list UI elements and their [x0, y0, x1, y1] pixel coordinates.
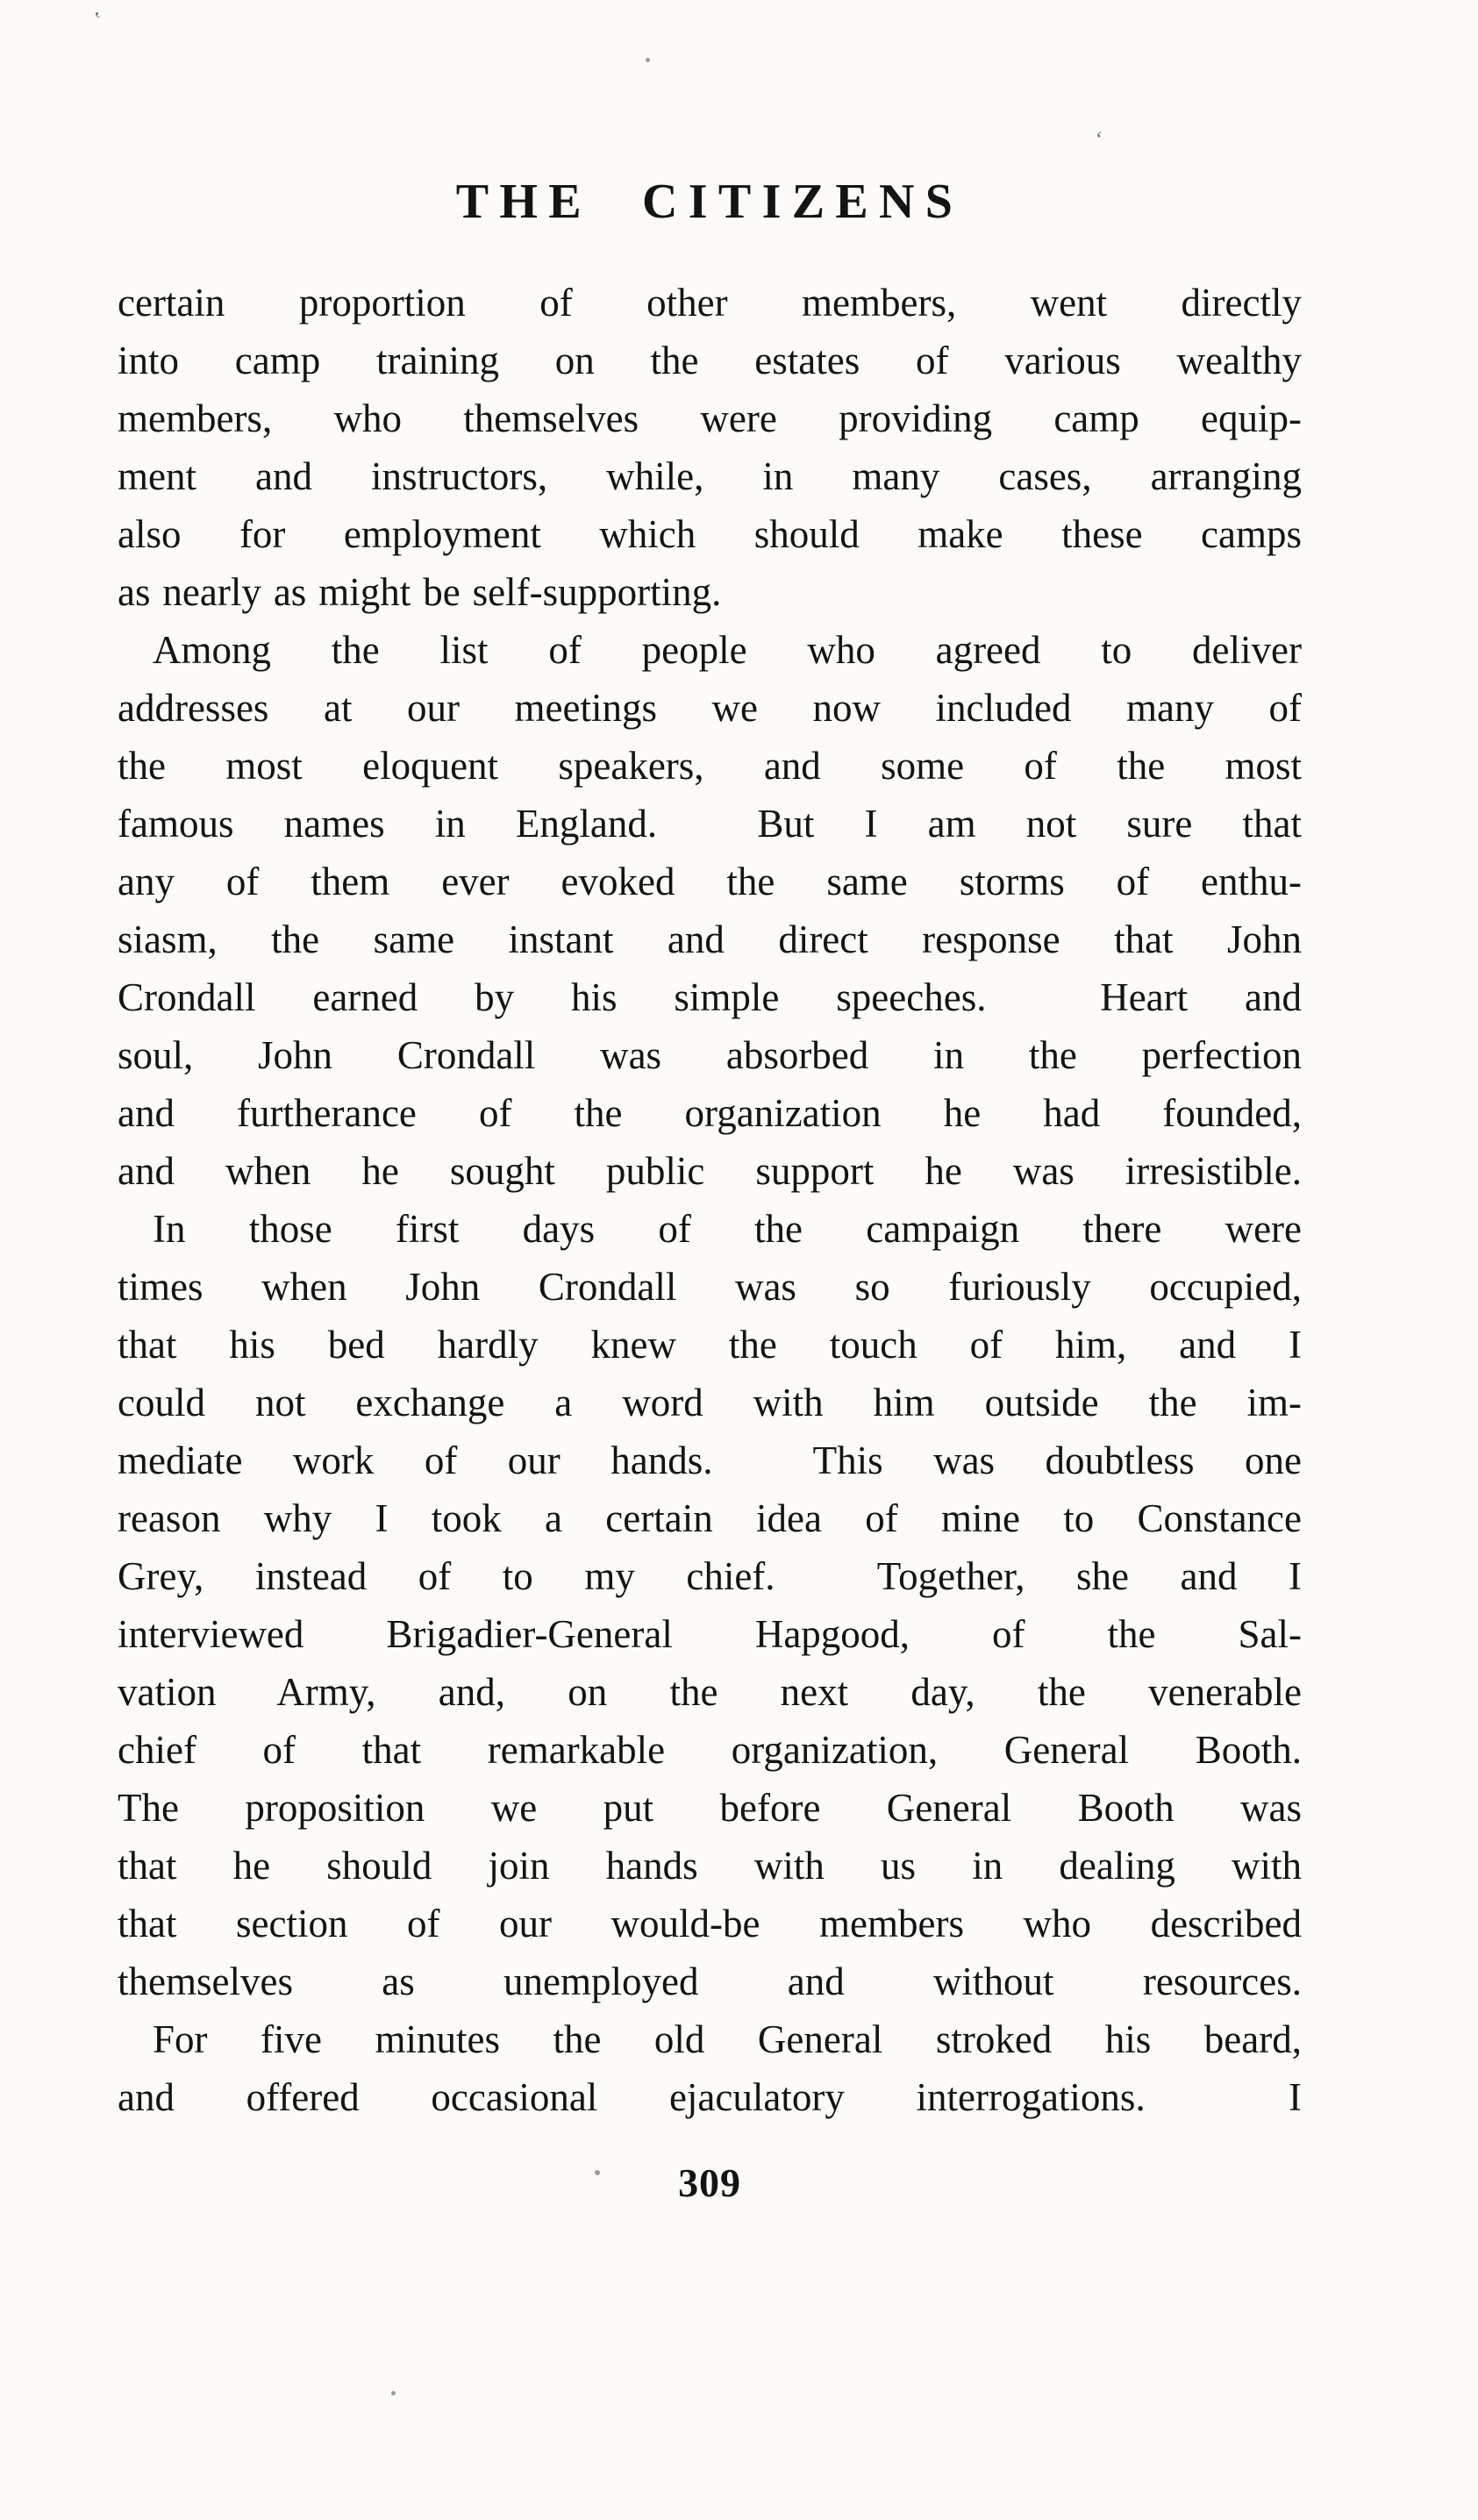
text-line: the most eloquent speakers, and some of the most — [118, 744, 1302, 788]
text-line: reason why I took a certain idea of mine to Constance — [118, 1496, 1302, 1540]
paragraph — [118, 274, 1302, 621]
text-line: mediate work of our hands. This was doubtless one — [118, 1438, 1302, 1482]
text-line: also for employment which should make these camps — [118, 512, 1302, 556]
text-line: and offered occasional ejaculatory interrogations. I — [118, 2075, 1302, 2119]
paragraph — [118, 2010, 1302, 2126]
text-line: Crondall earned by his simple speeches. Heart and — [118, 975, 1302, 1019]
text-line: and furtherance of the organization he had founded, — [118, 1091, 1302, 1135]
text-line: addresses at our meetings we now included many of — [118, 686, 1302, 730]
text-line: Among the list of people who agreed to deliver — [153, 628, 1302, 672]
running-header-title: THE CITIZENS — [455, 175, 964, 229]
text-line: themselves as unemployed and without resources. — [118, 1960, 1302, 2003]
scan-artifact-speck — [646, 58, 650, 62]
text-line: that he should join hands with us in dealing with — [118, 1844, 1302, 1888]
text-line: that section of our would-be members who described — [118, 1902, 1302, 1945]
text-line: times when John Crondall was so furiously occupied, — [118, 1265, 1302, 1309]
paragraph — [118, 1200, 1302, 2010]
text-line: as nearly as might be self-supporting. — [118, 570, 722, 614]
text-line: and when he sought public support he was irresistible. — [118, 1149, 1302, 1193]
text-line: Grey, instead of to my chief. Together, she and I — [118, 1554, 1302, 1598]
paragraph — [118, 621, 1302, 1200]
text-line: famous names in England. But I am not sure that — [118, 802, 1302, 846]
text-line: The proposition we put before General Booth was — [118, 1786, 1302, 1830]
text-line: siasm, the same instant and direct response that John — [118, 917, 1302, 961]
text-line: vation Army, and, on the next day, the venerable — [118, 1670, 1302, 1714]
text-line: chief of that remarkable organization, General Booth. — [118, 1728, 1302, 1772]
text-line: soul, John Crondall was absorbed in the perfection — [118, 1033, 1302, 1077]
scan-artifact-speck — [391, 2391, 396, 2395]
text-line: interviewed Brigadier-General Hapgood, of the Sal- — [118, 1612, 1302, 1656]
text-line: In those first days of the campaign there were — [153, 1207, 1302, 1251]
text-line: any of them ever evoked the same storms of enthu- — [118, 860, 1302, 903]
text-line: could not exchange a word with him outside the im- — [118, 1381, 1302, 1424]
text-line: For five minutes the old General stroked his beard, — [153, 2017, 1302, 2061]
text-line: members, who themselves were providing camp equip- — [118, 396, 1302, 440]
text-line: into camp training on the estates of various wealthy — [118, 339, 1302, 382]
text-block — [118, 274, 1302, 2126]
scan-artifact-mark: ‛ — [91, 6, 105, 33]
text-line: that his bed hardly knew the touch of him, and I — [118, 1323, 1302, 1367]
page-number: 309 — [678, 2160, 741, 2205]
scan-artifact-mark: ‘ — [1093, 125, 1104, 153]
text-line: certain proportion of other members, went directly — [118, 281, 1302, 325]
text-line: ment and instructors, while, in many cases, arranging — [118, 454, 1302, 498]
